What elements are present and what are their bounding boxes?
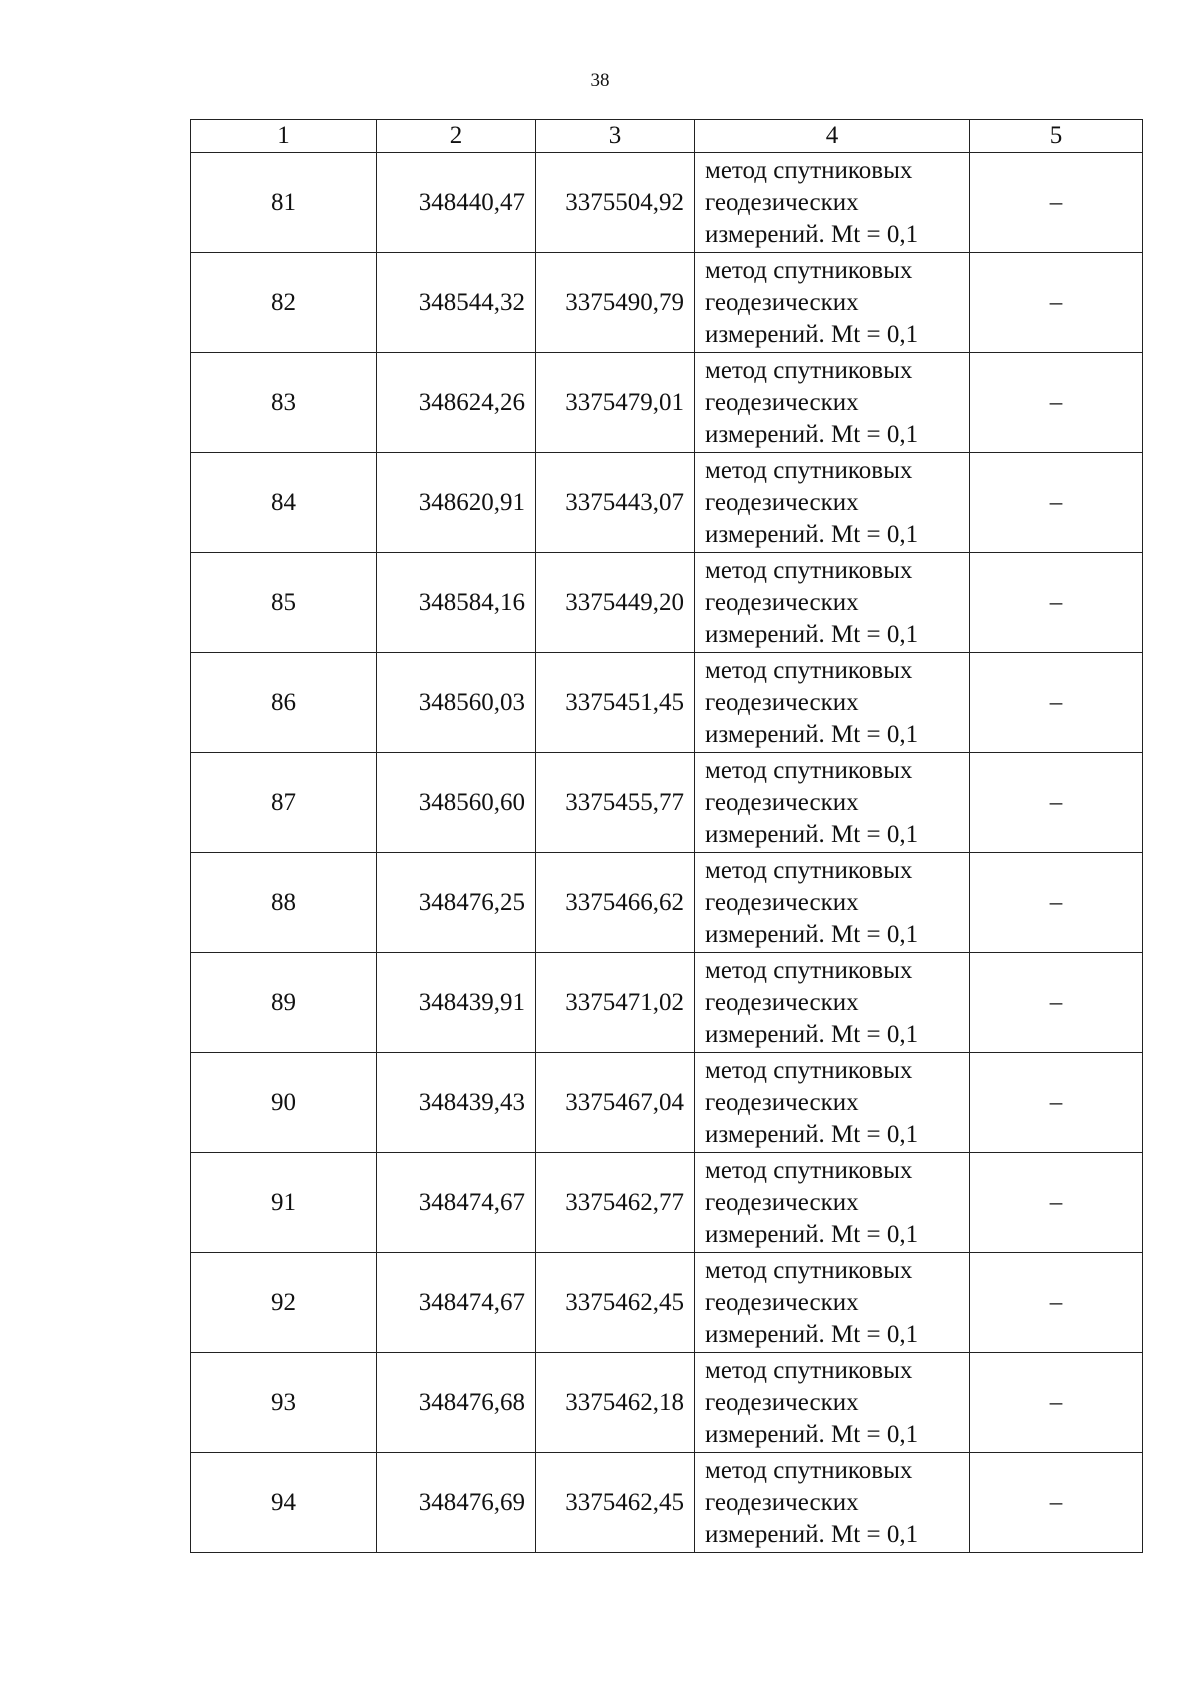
y-coordinate-cell: 3375471,02 [536,953,695,1053]
x-coordinate-cell: 348476,25 [377,853,536,953]
table-row [191,353,1143,453]
method-cell [695,853,970,953]
method-text-line: геодезических [705,1088,859,1116]
point-number-cell: 88 [191,853,377,953]
point-number-cell: 89 [191,953,377,1053]
method-cell [695,653,970,753]
table-row [191,853,1143,953]
point-number-cell: 91 [191,1153,377,1253]
y-coordinate-cell: 3375462,77 [536,1153,695,1253]
table-row [191,553,1143,653]
method-text-line: измерений. Mt = 0,1 [705,1020,919,1048]
method-text-line: геодезических [705,1488,859,1516]
note-cell: – [970,353,1143,453]
header-cell-4: 4 [695,120,970,153]
method-text-line: измерений. Mt = 0,1 [705,1320,919,1348]
method-text-line: измерений. Mt = 0,1 [705,820,919,848]
point-number-cell: 84 [191,453,377,553]
y-coordinate-cell: 3375462,45 [536,1453,695,1553]
x-coordinate-cell: 348620,91 [377,453,536,553]
point-number-cell: 94 [191,1453,377,1553]
method-text-line: измерений. Mt = 0,1 [705,620,919,648]
y-coordinate-cell: 3375455,77 [536,753,695,853]
method-cell [695,953,970,1053]
method-text-line: метод спутниковых [705,156,913,184]
method-cell [695,1453,970,1553]
method-cell [695,453,970,553]
method-cell [695,753,970,853]
x-coordinate-cell: 348439,91 [377,953,536,1053]
table-row [191,1353,1143,1453]
table-row [191,753,1143,853]
header-cell-5: 5 [970,120,1143,153]
method-text-line: метод спутниковых [705,656,913,684]
point-number-cell: 81 [191,153,377,253]
x-coordinate-cell: 348624,26 [377,353,536,453]
table-row [191,1053,1143,1153]
coordinates-table [190,119,1143,1553]
y-coordinate-cell: 3375451,45 [536,653,695,753]
method-text-line: измерений. Mt = 0,1 [705,220,919,248]
method-text-line: измерений. Mt = 0,1 [705,1520,919,1548]
method-cell [695,1153,970,1253]
point-number-cell: 86 [191,653,377,753]
method-text-line: измерений. Mt = 0,1 [705,1220,919,1248]
y-coordinate-cell: 3375479,01 [536,353,695,453]
method-text-line: геодезических [705,188,859,216]
method-text-line: геодезических [705,388,859,416]
y-coordinate-cell: 3375467,04 [536,1053,695,1153]
method-text-line: метод спутниковых [705,1256,913,1284]
y-coordinate-cell: 3375466,62 [536,853,695,953]
note-cell: – [970,253,1143,353]
table-row [191,953,1143,1053]
method-text-line: метод спутниковых [705,1156,913,1184]
table-header-row [191,120,1143,153]
table-row [191,1253,1143,1353]
method-cell [695,1353,970,1453]
method-text-line: измерений. Mt = 0,1 [705,420,919,448]
method-text-line: метод спутниковых [705,1456,913,1484]
method-text-line: геодезических [705,488,859,516]
page-number: 38 [590,70,610,91]
point-number-cell: 87 [191,753,377,853]
method-text-line: метод спутниковых [705,1056,913,1084]
method-text-line: измерений. Mt = 0,1 [705,520,919,548]
method-text-line: геодезических [705,1288,859,1316]
y-coordinate-cell: 3375443,07 [536,453,695,553]
note-cell: – [970,653,1143,753]
point-number-cell: 85 [191,553,377,653]
method-text-line: геодезических [705,888,859,916]
point-number-cell: 93 [191,1353,377,1453]
x-coordinate-cell: 348476,68 [377,1353,536,1453]
method-text-line: измерений. Mt = 0,1 [705,320,919,348]
note-cell: – [970,153,1143,253]
note-cell: – [970,953,1143,1053]
y-coordinate-cell: 3375462,45 [536,1253,695,1353]
method-text-line: метод спутниковых [705,456,913,484]
point-number-cell: 90 [191,1053,377,1153]
note-cell: – [970,853,1143,953]
note-cell: – [970,1453,1143,1553]
note-cell: – [970,553,1143,653]
method-text-line: метод спутниковых [705,556,913,584]
point-number-cell: 92 [191,1253,377,1353]
method-cell [695,553,970,653]
method-text-line: метод спутниковых [705,1356,913,1384]
method-text-line: геодезических [705,1188,859,1216]
method-text-line: метод спутниковых [705,956,913,984]
header-cell-1: 1 [191,120,377,153]
header-cell-2: 2 [377,120,536,153]
table-row [191,653,1143,753]
x-coordinate-cell: 348440,47 [377,153,536,253]
x-coordinate-cell: 348544,32 [377,253,536,353]
method-text-line: метод спутниковых [705,756,913,784]
x-coordinate-cell: 348474,67 [377,1153,536,1253]
note-cell: – [970,1253,1143,1353]
method-text-line: геодезических [705,1388,859,1416]
method-text-line: метод спутниковых [705,256,913,284]
method-text-line: метод спутниковых [705,356,913,384]
table-body [191,153,1143,1553]
y-coordinate-cell: 3375462,18 [536,1353,695,1453]
method-text-line: измерений. Mt = 0,1 [705,920,919,948]
note-cell: – [970,453,1143,553]
method-text-line: геодезических [705,288,859,316]
method-cell [695,253,970,353]
point-number-cell: 82 [191,253,377,353]
table-row [191,1453,1143,1553]
table-row [191,1153,1143,1253]
method-cell [695,1053,970,1153]
x-coordinate-cell: 348474,67 [377,1253,536,1353]
method-cell [695,1253,970,1353]
method-text-line: геодезических [705,788,859,816]
x-coordinate-cell: 348439,43 [377,1053,536,1153]
note-cell: – [970,1353,1143,1453]
note-cell: – [970,753,1143,853]
header-cell-3: 3 [536,120,695,153]
x-coordinate-cell: 348476,69 [377,1453,536,1553]
method-cell [695,153,970,253]
method-text-line: измерений. Mt = 0,1 [705,720,919,748]
method-cell [695,353,970,453]
method-text-line: геодезических [705,688,859,716]
method-text-line: метод спутниковых [705,856,913,884]
y-coordinate-cell: 3375490,79 [536,253,695,353]
note-cell: – [970,1153,1143,1253]
x-coordinate-cell: 348584,16 [377,553,536,653]
method-text-line: геодезических [705,588,859,616]
note-cell: – [970,1053,1143,1153]
table-row [191,253,1143,353]
point-number-cell: 83 [191,353,377,453]
x-coordinate-cell: 348560,03 [377,653,536,753]
method-text-line: измерений. Mt = 0,1 [705,1420,919,1448]
method-text-line: измерений. Mt = 0,1 [705,1120,919,1148]
table-row [191,153,1143,253]
y-coordinate-cell: 3375449,20 [536,553,695,653]
table-row [191,453,1143,553]
y-coordinate-cell: 3375504,92 [536,153,695,253]
x-coordinate-cell: 348560,60 [377,753,536,853]
method-text-line: геодезических [705,988,859,1016]
